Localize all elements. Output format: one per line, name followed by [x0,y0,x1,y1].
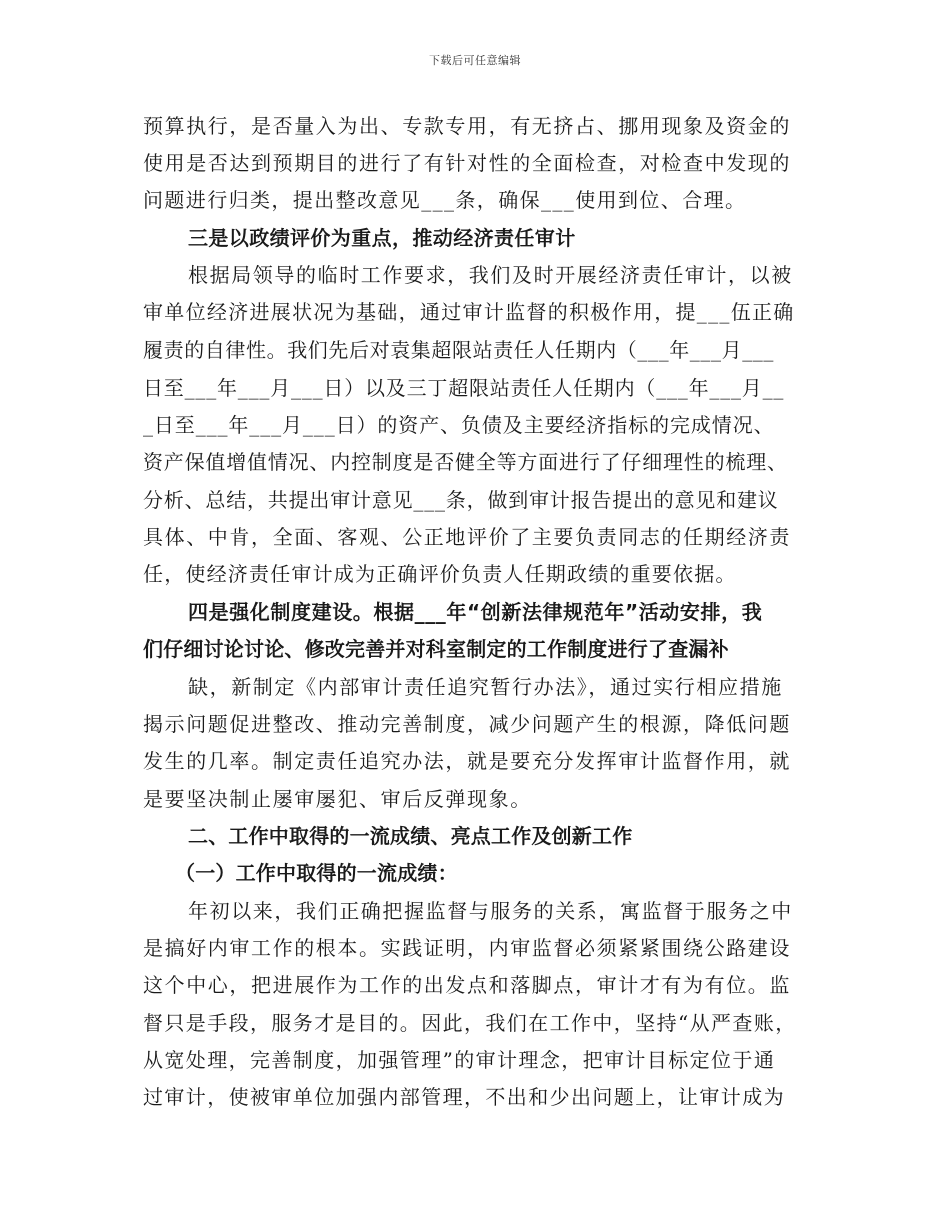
text-line: 问题进行归类，提出整改意见___条，确保___使用到位、合理。 [143,188,747,212]
section-heading: 们仔细讨论讨论、修改完善并对科室制定的工作制度进行了查漏补 [143,637,729,661]
text-line: 缺，新制定《内部审计责任追究暂行办法》，通过实行相应措施 [188,675,783,699]
text-line: 使用是否达到预期目的进行了有针对性的全面检查，对检查中发现的 [143,151,791,175]
text-line: 资产保值增值情况、内控制度是否健全等方面进行了仔细理性的梳理、 [143,450,788,474]
text-line: 具体、中肯，全面、客观、公正地评价了主要负责同志的任期经济责 [143,525,791,549]
text-line: 从宽处理，完善制度，加强管理”的审计理念，把审计目标定位于通 [143,1048,776,1072]
section-heading: 二、工作中取得的一流成绩、亮点工作及创新工作 [188,824,633,848]
page-header: 下载后可任意编辑 [429,54,521,67]
text-line: 是搞好内审工作的根本。实践证明，内审监督必须紧紧围绕公路建设 [143,936,791,960]
text-line: _日至___年___月___日）的资产、负债及主要经济指标的完成情况、 [143,413,775,437]
text-line: 是要坚决制止屡审屡犯、审后反弹现象。 [143,787,532,811]
text-line: 分析、总结，共提出审计意见___条，做到审计报告提出的意见和建议 [143,488,779,512]
text-line: 履责的自律性。我们先后对袁集超限站责任人任期内（___年___月___ [143,338,774,362]
subsection-heading: （一）工作中取得的一流成绩： [175,861,458,885]
text-line: 过审计，使被审单位加强内部管理，不出和少出问题上，让审计成为 [143,1085,785,1109]
text-line: 督只是手段，服务才是目的。因此，我们在工作中，坚持“从严查账， [143,1011,797,1035]
text-line: 这个中心，把进展作为工作的出发点和落脚点，审计才有为有位。监 [143,973,791,997]
text-line: 发生的几率。制定责任追究办法，就是要充分发挥审计监督作用，就 [143,749,791,773]
text-line: 根据局领导的临时工作要求，我们及时开展经济责任审计，以被 [188,263,793,287]
text-line: 任，使经济责任审计成为正确评价负责人任期政绩的重要依据。 [143,562,737,586]
text-line: 日至___年___月___日）以及三丁超限站责任人任期内（___年___月__ [143,376,785,400]
section-heading: 四是强化制度建设。根据___年“创新法律规范年”活动安排，我 [188,600,763,624]
text-line: 揭示问题促进整改、推动完善制度，减少问题产生的根源，降低问题 [143,712,791,736]
text-line: 审单位经济进展状况为基础，通过审计监督的积极作用，提___伍正确 [143,300,795,324]
section-heading: 三是以政绩评价为重点，推动经济责任审计 [188,226,576,250]
text-line: 年初以来，我们正确把握监督与服务的关系，寓监督于服务之中 [188,899,793,923]
text-line: 预算执行，是否量入为出、专款专用，有无挤占、挪用现象及资金的 [143,114,791,138]
